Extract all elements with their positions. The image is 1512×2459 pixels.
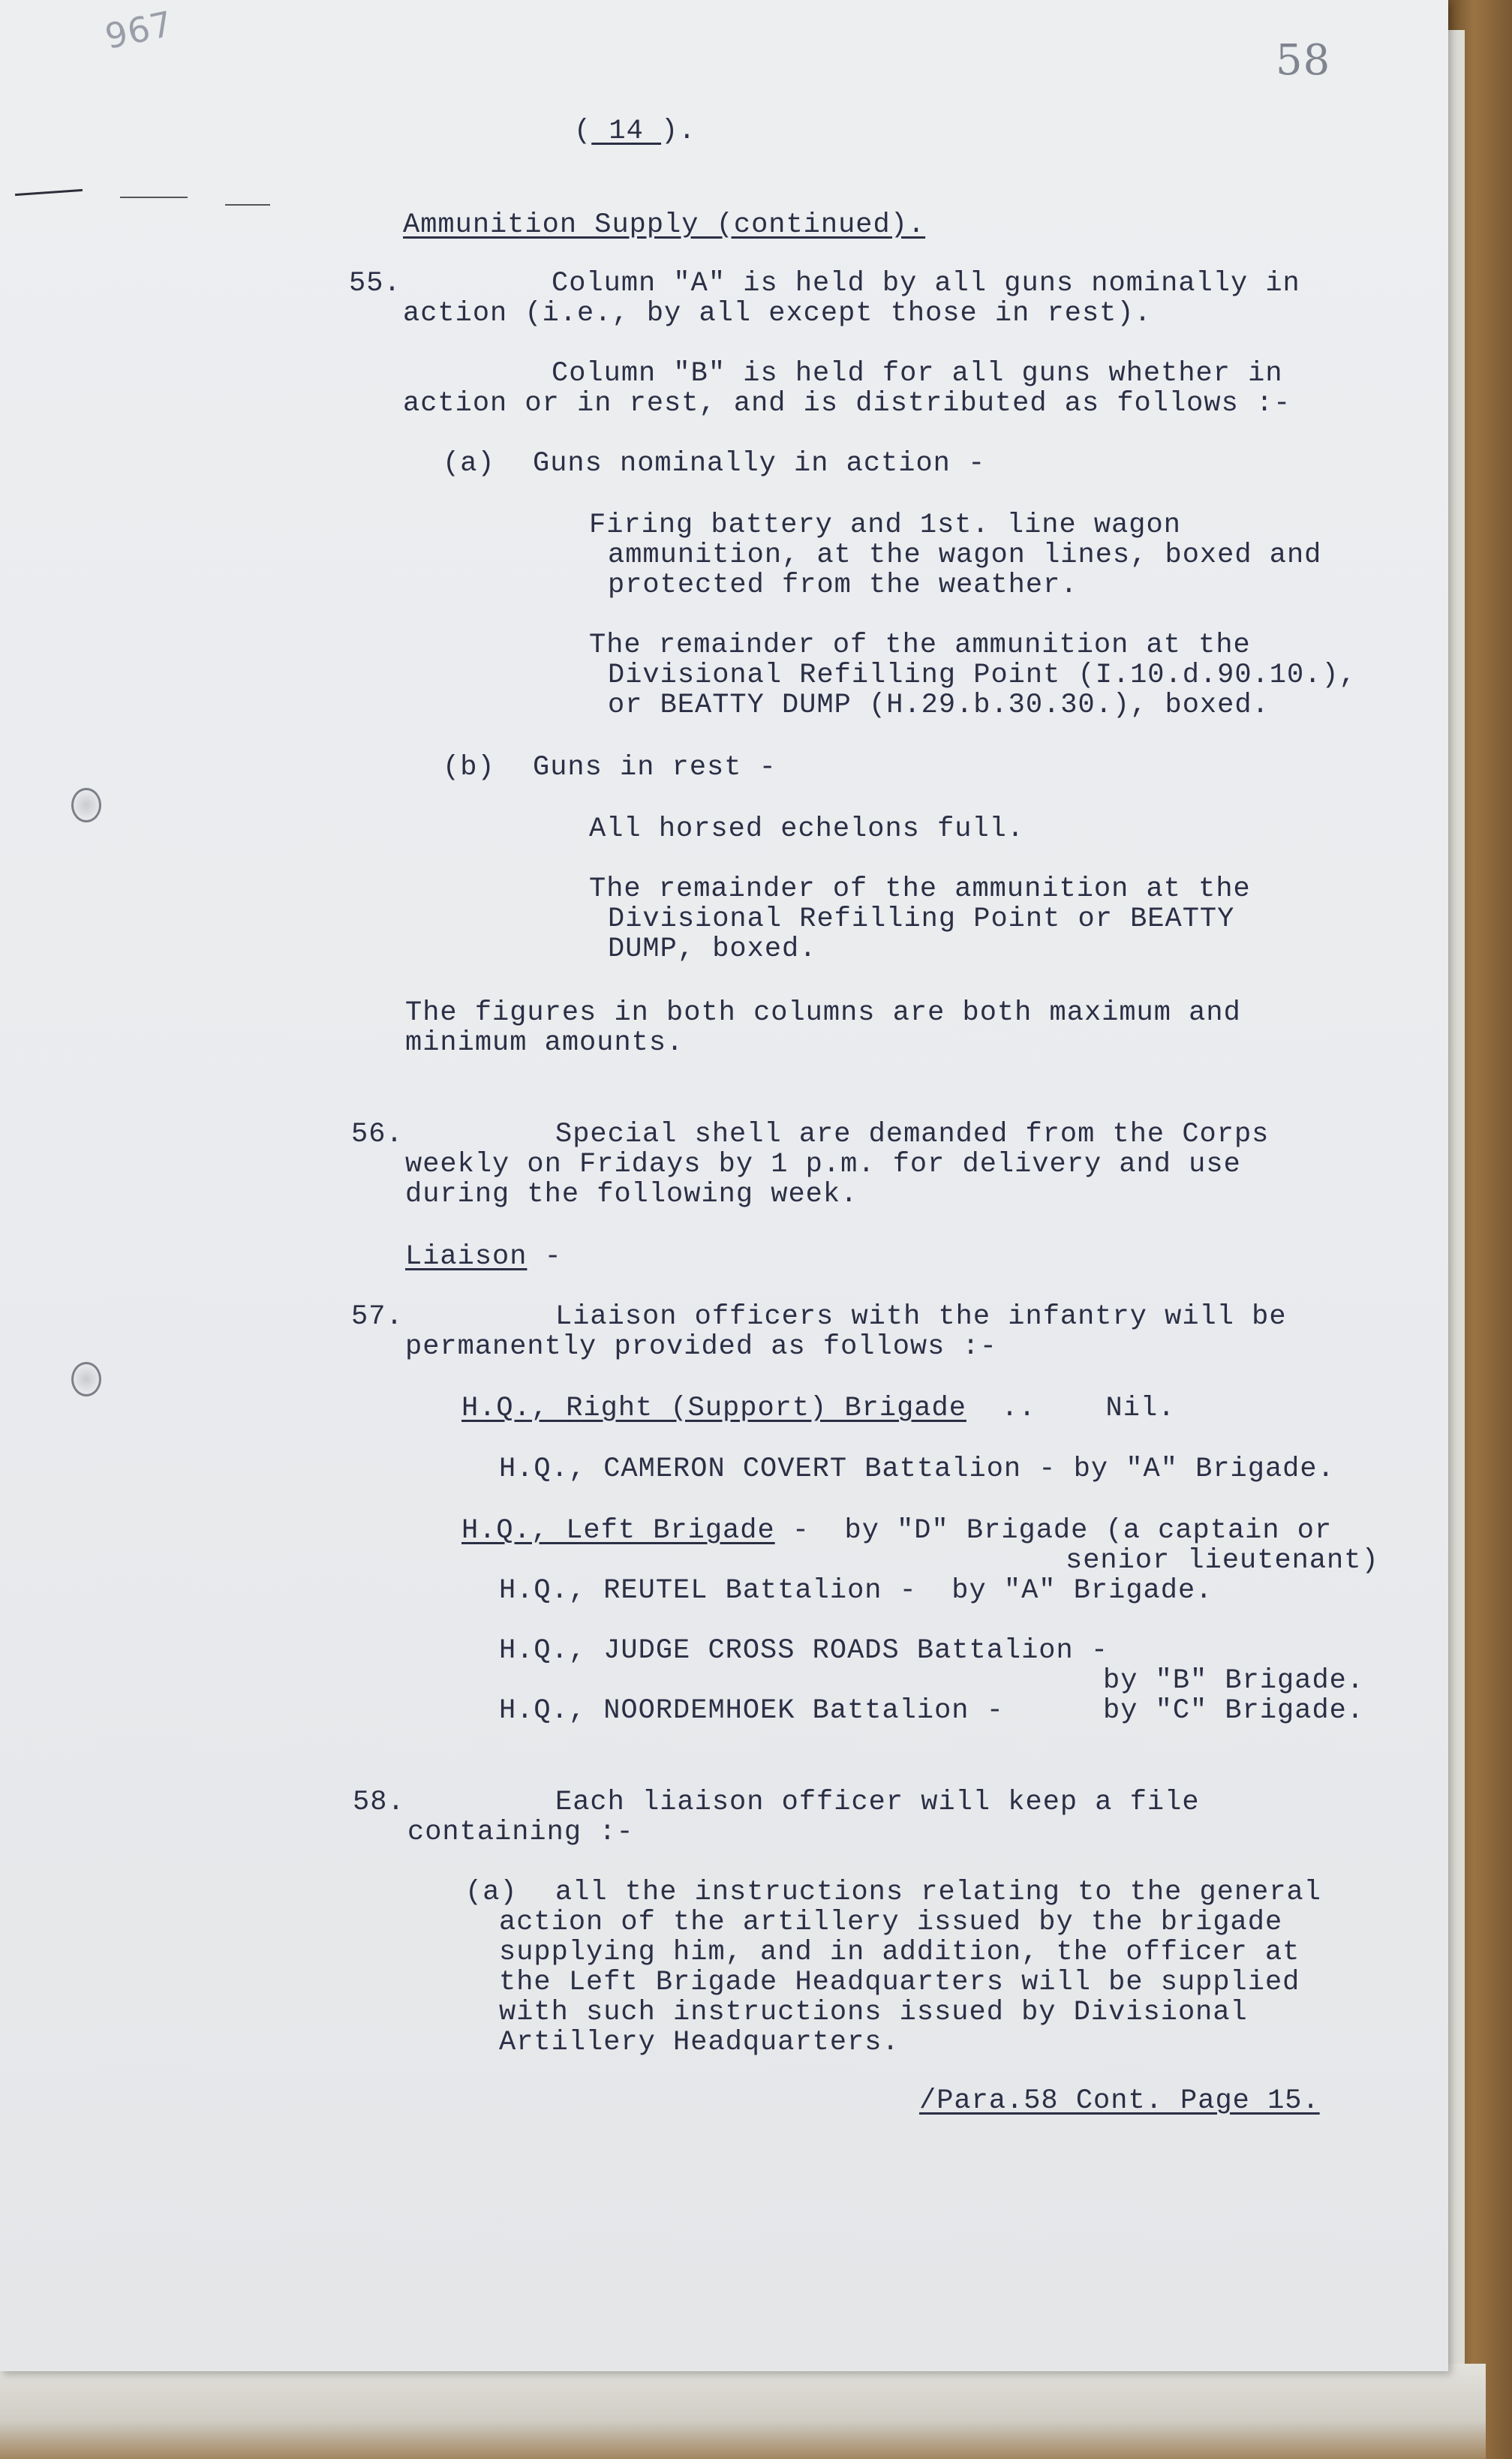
liaison-heading: Liaison - [405, 1241, 562, 1273]
figures-note-line: minimum amounts. [405, 1027, 684, 1059]
hq-judge-cross-roads: H.Q., JUDGE CROSS ROADS Battalion - [499, 1635, 1109, 1667]
para-58-item-a-line: action of the artillery issued by the brigade [499, 1907, 1283, 1938]
item-b-sub-line: All horsed echelons full. [589, 813, 1025, 845]
margin-line-mark [120, 197, 188, 198]
punch-hole [71, 1362, 101, 1396]
item-b-label: (b) [443, 752, 495, 783]
para-58-item-a-line: with such instructions issued by Divisional [499, 1997, 1248, 2028]
hq-reutel: H.Q., REUTEL Battalion - by "A" Brigade. [499, 1575, 1213, 1607]
para-58-item-a-line: the Left Brigade Headquarters will be supplied [499, 1967, 1300, 1998]
item-a-sub-line: The remainder of the ammunition at the [589, 630, 1251, 661]
para-58-number: 58. [353, 1787, 405, 1818]
item-a-sub-line: Firing battery and 1st. line wagon [589, 510, 1181, 541]
margin-line-mark [225, 204, 270, 206]
continuation-note: /Para.58 Cont. Page 15. [919, 2085, 1320, 2117]
item-b-sub-line: Divisional Refilling Point or BEATTY [608, 903, 1235, 935]
corner-pencil-mark: 967 [101, 3, 177, 57]
para-55-line: Column "A" is held by all guns nominally in [552, 268, 1300, 299]
item-a-sub-line: Divisional Refilling Point (I.10.d.90.10.), [608, 660, 1357, 691]
para-55-line: Column "B" is held for all guns whether in [552, 358, 1283, 389]
para-56-line: weekly on Fridays by 1 p.m. for delivery and use [405, 1149, 1241, 1180]
section-heading: Ammunition Supply (continued). [403, 209, 926, 241]
item-a-sub-line: protected from the weather. [608, 570, 1078, 601]
underlying-sheet-bottom [0, 2364, 1486, 2459]
hq-left-brigade-note: senior lieutenant) [1066, 1545, 1379, 1577]
para-57-number: 57. [351, 1301, 404, 1333]
hq-left-brigade: H.Q., Left Brigade - by "D" Brigade (a captain or [461, 1515, 1333, 1547]
para-55-line: action (i.e., by all except those in rest). [403, 298, 1152, 329]
item-a-label: (a) [443, 448, 495, 479]
hq-judge-cross-roads-value: by "B" Brigade. [1103, 1665, 1365, 1697]
item-a-sub-line: ammunition, at the wagon lines, boxed and [608, 540, 1322, 571]
para-57-line: permanently provided as follows :- [405, 1331, 997, 1363]
page-stamp-number: 58 [1276, 36, 1331, 85]
item-a-sub-line: or BEATTY DUMP (H.29.b.30.30.), boxed. [608, 690, 1270, 721]
para-56-number: 56. [351, 1119, 404, 1150]
item-b-sub-line: The remainder of the ammunition at the [589, 873, 1251, 905]
para-58-item-a-line: Artillery Headquarters. [499, 2027, 900, 2058]
hq-noordemhoek-value: by "C" Brigade. [1103, 1695, 1365, 1727]
margin-line-mark [15, 189, 83, 196]
para-55-line: action or in rest, and is distributed as follows :- [403, 388, 1291, 419]
page-number: ( 14 ). [574, 116, 696, 147]
item-a-text: Guns nominally in action - [533, 448, 986, 479]
punch-hole [71, 788, 101, 822]
hq-noordemhoek: H.Q., NOORDEMHOEK Battalion - [499, 1695, 1004, 1727]
para-56-line: during the following week. [405, 1179, 858, 1210]
para-58-line: Each liaison officer will keep a file [555, 1787, 1200, 1818]
para-57-line: Liaison officers with the infantry will be [555, 1301, 1287, 1333]
para-56-line: Special shell are demanded from the Corps [555, 1119, 1270, 1150]
hq-cameron-covert: H.Q., CAMERON COVERT Battalion - by "A" Brigade. [499, 1453, 1335, 1485]
para-58-item-a-line: all the instructions relating to the general [555, 1877, 1321, 1908]
figures-note-line: The figures in both columns are both maximum and [405, 997, 1241, 1029]
para-58-item-a-label: (a) [465, 1877, 518, 1908]
item-b-text: Guns in rest - [533, 752, 777, 783]
hq-right-brigade: H.Q., Right (Support) Brigade .. Nil. [461, 1393, 1176, 1424]
para-58-line: containing :- [407, 1817, 634, 1848]
para-55-number: 55. [349, 268, 401, 299]
para-58-item-a-line: supplying him, and in addition, the officer at [499, 1937, 1300, 1968]
item-b-sub-line: DUMP, boxed. [608, 933, 817, 965]
